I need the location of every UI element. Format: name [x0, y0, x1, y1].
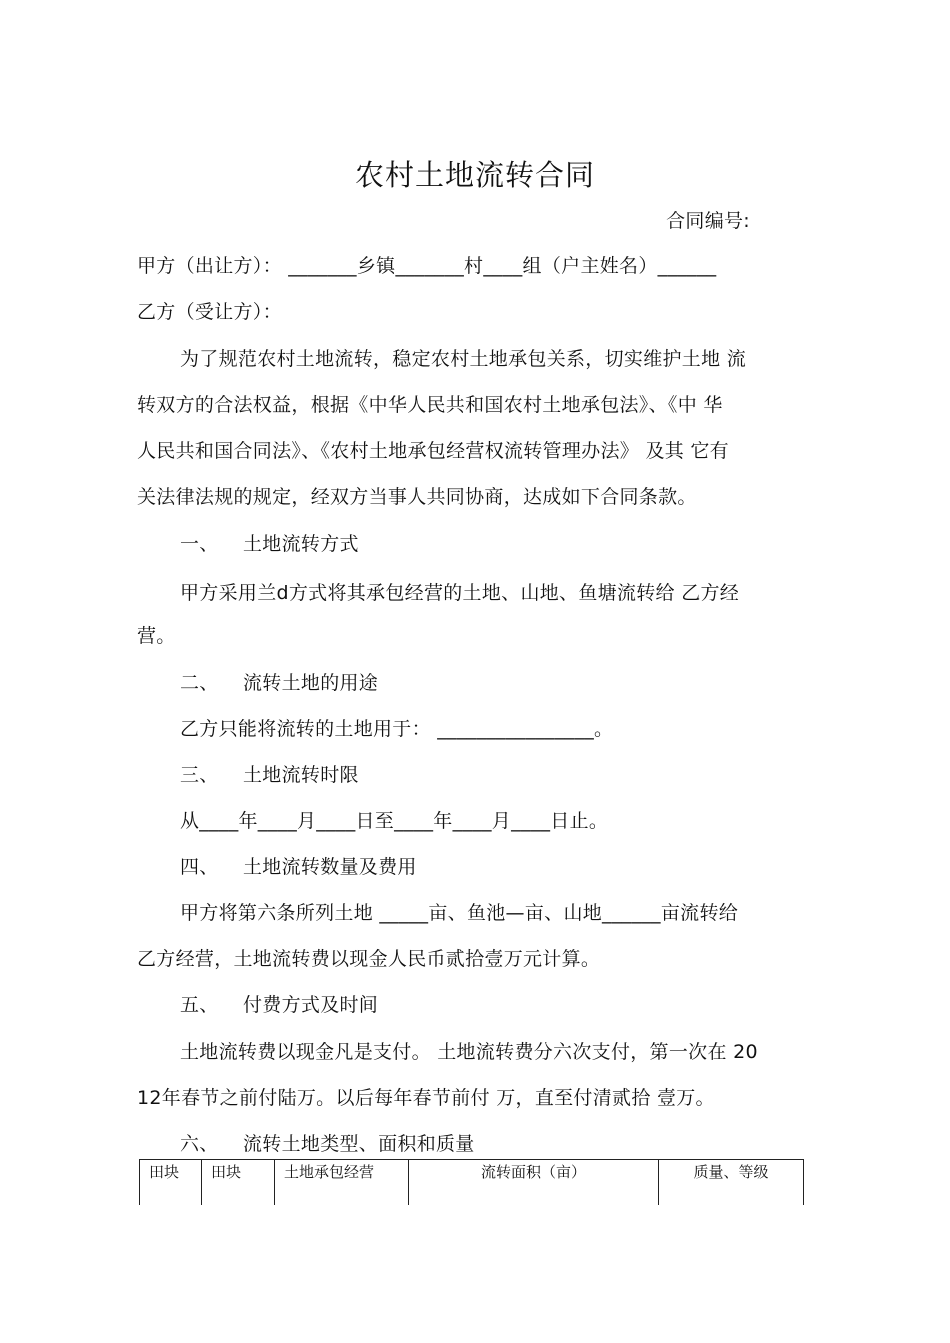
table-header-cell: 田块	[140, 1160, 202, 1206]
preamble-line: 关法律法规的规定，经双方当事人共同协商，达成如下合同条款。	[137, 486, 697, 508]
section-number: 一、	[180, 533, 219, 555]
section-number: 六、	[180, 1133, 219, 1155]
contract-number-label: 合同编号:	[666, 210, 750, 232]
section-number: 三、	[180, 764, 219, 786]
party-a-line: 甲方（出让方）： _______乡镇_______村____组（户主姓名）______	[137, 255, 717, 277]
preamble-line: 转双方的合法权益，根据《中华人民共和国农村土地承包法》、《中 华	[137, 394, 723, 416]
table-header-row	[140, 1160, 804, 1206]
document-title: 农村土地流转合同	[354, 158, 595, 192]
section-heading: 付费方式及时间	[243, 994, 379, 1016]
section-text: 乙方只能将流转的土地用于： ________________。	[180, 718, 614, 740]
table-header-cell: 土地承包经营	[275, 1160, 409, 1206]
section-heading: 土地流转方式	[243, 533, 359, 555]
section-heading: 土地流转数量及费用	[243, 856, 417, 878]
preamble-line: 为了规范农村土地流转，稳定农村土地承包关系，切实维护土地 流	[180, 348, 747, 370]
section-text: 土地流转费以现金凡是支付。 土地流转费分六次支付，第一次在 20	[180, 1041, 758, 1063]
section-text: 甲方采用兰d方式将其承包经营的土地、山地、鱼塘流转给 乙方经	[180, 582, 740, 604]
section-heading: 流转土地的用途	[243, 672, 379, 694]
section-text: 甲方将第六条所列土地 _____亩、鱼池—亩、山地______亩流转给	[180, 902, 739, 924]
table-header-cell: 流转面积（亩）	[409, 1160, 659, 1206]
section-text: 乙方经营，土地流转费以现金人民币贰拾壹万元计算。	[137, 948, 601, 970]
land-table	[139, 1159, 804, 1205]
section-number: 四、	[180, 856, 219, 878]
table-header-cell: 田块	[202, 1160, 275, 1206]
section-number: 二、	[180, 672, 219, 694]
section-heading: 土地流转时限	[243, 764, 359, 786]
table-header-cell: 质量、等级	[659, 1160, 804, 1206]
section-heading: 流转土地类型、面积和质量	[243, 1133, 475, 1155]
section-text: 营。	[137, 625, 176, 647]
section-text: 12年春节之前付陆万。以后每年春节前付 万，直至付清贰拾 壹万。	[137, 1087, 715, 1109]
section-text: 从____年____月____日至____年____月____日止。	[180, 810, 609, 832]
preamble-line: 人民共和国合同法》、《农村土地承包经营权流转管理办法》 及其 它有	[137, 440, 729, 462]
party-b-line: 乙方（受让方）：	[137, 301, 282, 323]
section-number: 五、	[180, 994, 219, 1016]
